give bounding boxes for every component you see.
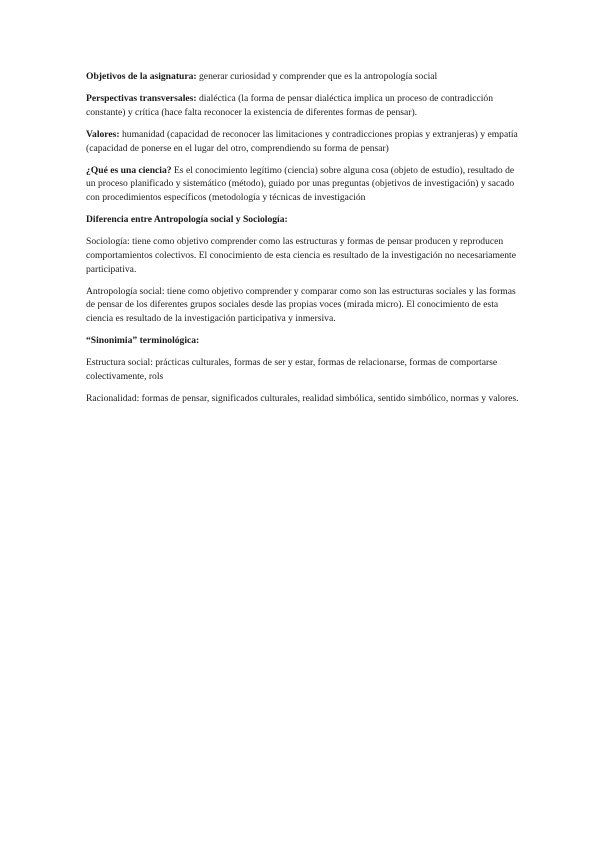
perspectivas-text: dialéctica (la forma de pensar dialéctica implica un proceso de contradicción constante) y crítica (hace falta reconocer la existencia de diferentes formas de pensar). — [86, 92, 494, 118]
sinonimia-heading: “Sinonimia” terminológica: — [86, 335, 200, 347]
valores-text: humanidad (capacidad de reconocer las limitaciones y contradicciones propias y extranjeras) y empatía (capacidad de ponerse en el lugar del otro, comprendiendo su forma de pensar) — [86, 128, 518, 154]
valores-paragraph — [86, 128, 526, 156]
objetivos-text: generar curiosidad y comprender que es la antropología social — [196, 71, 438, 82]
valores-label: Valores: — [86, 128, 120, 140]
perspectivas-paragraph — [86, 92, 526, 120]
sociologia-paragraph: Sociología: tiene como objetivo comprender como las estructuras y formas de pensar producen y reproducen comportamientos colectivos. El conocimiento de esta ciencia es resultado de la investigación no necesariamente participativa. — [86, 236, 516, 275]
perspectivas-label: Perspectivas transversales: — [86, 92, 197, 104]
estructura-paragraph: Estructura social: prácticas culturales, formas de ser y estar, formas de relacionarse, formas de comportarse colectivamente, rols — [86, 357, 498, 383]
diferencia-heading: Diferencia entre Antropología social y Sociología: — [86, 214, 288, 226]
racionalidad-paragraph: Racionalidad: formas de pensar, significados culturales, realidad simbólica, sentido simbólico, normas y valores. — [86, 393, 519, 405]
ciencia-text: Es el conocimiento legítimo (ciencia) sobre alguna cosa (objeto de estudio), resultado de un proceso planificado y sistemático (método), guiado por unas preguntas (objetivos de investigación) y sacado con procedimientos específicos (metodología y técnicas de investigación — [86, 164, 515, 204]
ciencia-paragraph — [86, 164, 526, 205]
objetivos-paragraph — [86, 70, 526, 84]
objetivos-label: Objetivos de la asignatura: — [86, 71, 197, 82]
document-content — [86, 70, 526, 414]
ciencia-label: ¿Qué es una ciencia? — [86, 164, 172, 176]
antropologia-paragraph: Antropología social: tiene como objetivo comprender y comparar como son las estructuras sociales y las formas de pensar de los diferentes grupos sociales desde las propias voces (mirada micro). El conocimiento de esta ciencia es resultado de la investigación participativa y inmersiva. — [86, 285, 516, 325]
